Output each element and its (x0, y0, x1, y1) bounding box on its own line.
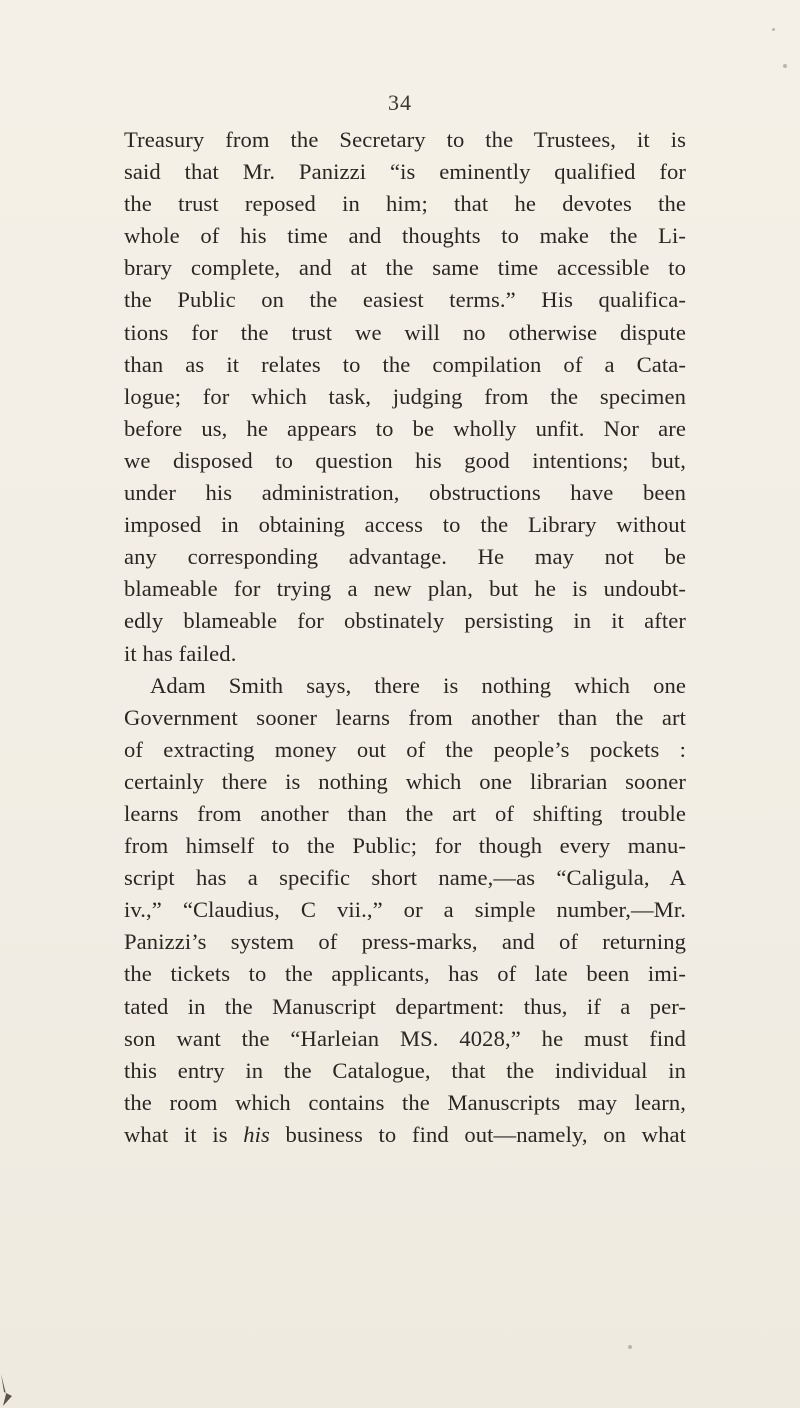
text-line: Government sooner learns from another than the art (124, 704, 686, 730)
text-line: tated in the Manuscript department: thus, if a per- (124, 993, 686, 1019)
text-line: this entry in the Catalogue, that the individual in (124, 1057, 686, 1083)
text-run: business to find out—namely, on what (269, 1121, 686, 1147)
text-line: learns from another than the art of shifting trouble (124, 800, 686, 826)
text-line: logue; for which task, judging from the specimen (124, 383, 686, 409)
italic-text: his (243, 1121, 270, 1147)
text-line: script has a specific short name,—as “Caligula, A (124, 865, 686, 891)
text-run: what it is (124, 1121, 244, 1147)
text-line: Adam Smith says, there is nothing which one (150, 672, 686, 698)
paragraph-1 (124, 124, 686, 670)
text-line: iv.,” “Claudius, C vii.,” or a simple number,—Mr. (124, 897, 686, 923)
text-line: than as it relates to the compilation of a Cata- (124, 351, 686, 377)
text-line: the trust reposed in him; that he devotes the (124, 191, 686, 217)
paper-speck (772, 28, 775, 31)
text-line: said that Mr. Panizzi “is eminently qualified for (124, 159, 686, 185)
corner-mark-icon (0, 1372, 18, 1408)
text-line: tions for the trust we will no otherwise dispute (124, 319, 686, 345)
text-line: any corresponding advantage. He may not be (124, 544, 686, 570)
page-number: 34 (388, 90, 412, 115)
text-line: of extracting money out of the people’s pockets : (124, 736, 686, 762)
text-line: under his administration, obstructions have been (124, 480, 686, 506)
paragraph-2 (124, 670, 686, 1151)
text-line: son want the “Harleian MS. 4028,” he must find (124, 1025, 686, 1051)
paper-speck (783, 64, 787, 68)
text-line: before us, he appears to be wholly unfit. Nor are (124, 415, 686, 441)
text-line: certainly there is nothing which one librarian sooner (124, 768, 686, 794)
text-line: the room which contains the Manuscripts may learn, (124, 1089, 686, 1115)
text-line: whole of his time and thoughts to make the Li- (124, 223, 686, 249)
text-line: Panizzi’s system of press-marks, and of returning (124, 929, 686, 955)
paper-speck (628, 1345, 632, 1349)
text-line: Treasury from the Secretary to the Trustees, it is (124, 127, 686, 152)
text-line: the tickets to the applicants, has of late been imi- (124, 961, 686, 987)
text-line: imposed in obtaining access to the Library without (124, 512, 686, 538)
text-line: we disposed to question his good intentions; but, (124, 447, 686, 473)
text-line: blameable for trying a new plan, but he is undoubt- (124, 576, 686, 602)
body-text (124, 124, 686, 1151)
text-line: from himself to the Public; for though every manu- (124, 833, 686, 859)
text-line: it has failed. (124, 640, 237, 666)
text-line: brary complete, and at the same time accessible to (124, 255, 686, 281)
text-line: edly blameable for obstinately persisting in it after (124, 608, 686, 634)
text-line-final (124, 1119, 686, 1151)
text-line: the Public on the easiest terms.” His qualifica- (124, 287, 686, 313)
